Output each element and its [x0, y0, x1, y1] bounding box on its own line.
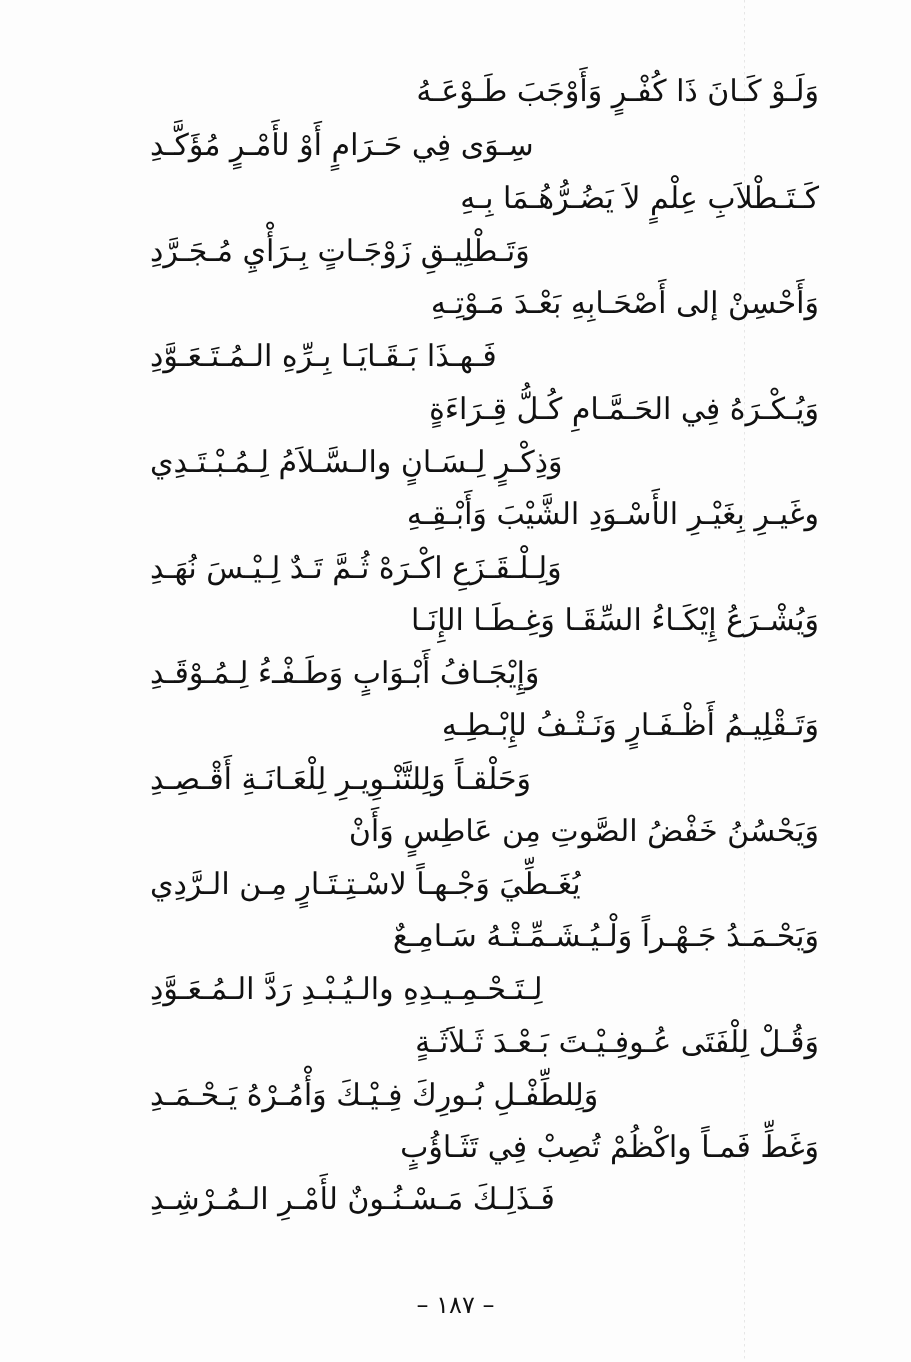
verse-line-10: وَلِـلْـقَـزَعِ اكْـرَهْ ثُـمَّ تَـدٌ لِـيْـسَ نُهَـدِ [150, 551, 562, 586]
verse-line-13: وَتَـقْلِيـمُ أَظْـفَـارٍ وَنَـتْـفُ لإِبْـطِـهِ [441, 708, 819, 743]
verse-line-3: كَـتَـطْلاَبِ عِلْمٍ لاَ يَضُـرُّهُـمَا بِـهِ [460, 181, 819, 216]
verse-line-4: وَتَـطْلِيـقِ زَوْجَـاتٍ بِـرَأْيِ مُـجَـرَّدِ [150, 234, 530, 269]
verse-line-20: وَلِلطِّفْـلِ بُـورِكَ فِـيْـكَ وَأْمُـرْهُ يَـحْـمَـدِ [150, 1078, 599, 1113]
verse-line-8: وَذِكْـرٍ لِـسَـانٍ والـسَّـلاَمُ لِـمُـبْـتَـدِي [150, 445, 563, 480]
verse-line-2: سِـوَى فِي حَـرَامٍ أَوْ لأَمْـرٍ مُؤَكَّـدِ [150, 128, 534, 163]
verse-line-7: وَيُـكْـرَهُ فِي الحَـمَّـامِ كُـلُّ قِـرَاءَةٍ [429, 392, 819, 427]
verse-line-17: وَيَحْـمَـدُ جَـهْـراً وَلْـيُـشَـمِّـتْـهُ سَـامِـعٌ [392, 919, 819, 954]
verse-line-15: وَيَحْسُنُ خَفْضُ الصَّوتِ مِن عَاطِسٍ وَأَنْ [348, 814, 819, 849]
verse-line-6: فَـهـذَا بَـقَـايَـا بِـرِّهِ الـمُـتَـعَـوَّدِ [150, 339, 497, 374]
page-number: – ١٨٧ – [416, 1291, 495, 1319]
verse-line-19: وَقُـلْ لِلْفَتَى عُـوفِـيْـتَ بَـعْـدَ ثَـلاَثَـةٍ [415, 1025, 819, 1060]
verse-line-11: وَيُشْـرَعُ إِيْكَـاءُ السِّقَـا وَغِـطَـا الإِنَـا [410, 603, 819, 638]
verse-line-21: وَغَطِّ فَمـاً واكْظُمْ تُصِبْ فِي تَثَـاؤُبٍ [400, 1130, 819, 1165]
verse-line-5: وَأَحْسِنْ إلى أَصْحَـابِهِ بَعْـدَ مَـوْتِـهِ [430, 286, 819, 321]
verse-line-22: فَـذَلِـكَ مَـسْـنُـونٌ لأَمْـرِ الـمُـرْشِـدِ [150, 1182, 555, 1217]
verse-line-9: وغَيـرِ بِغَيْـرِ الأَسْـوَدِ الشَّيْبَ وَأَبْـقِـهِ [406, 497, 819, 532]
verse-line-12: وَإِيْجَـافُ أَبْـوَابٍ وَطَـفْـءُ لِـمُـوْقَـدِ [150, 656, 540, 691]
verse-line-14: وَحَلْقـاً وَلِلتَّنْـوِيـرِ لِلْعَـانَـةِ أَقْـصِـدِ [150, 762, 532, 797]
verse-line-16: يُغَـطِّيَ وَجْـهـاً لاسْـتِـتَـارٍ مِـن الـرَّدِي [150, 867, 581, 902]
verse-line-1: وَلَـوْ كَـانَ ذَا كُفْـرٍ وَأَوْجَبَ طَـوْعَـهُ [416, 74, 819, 109]
verse-line-18: لِـتَـحْـمِـيـدِهِ والـيُـبْـدِ رَدَّ الـمُـعَـوَّدِ [150, 972, 543, 1007]
